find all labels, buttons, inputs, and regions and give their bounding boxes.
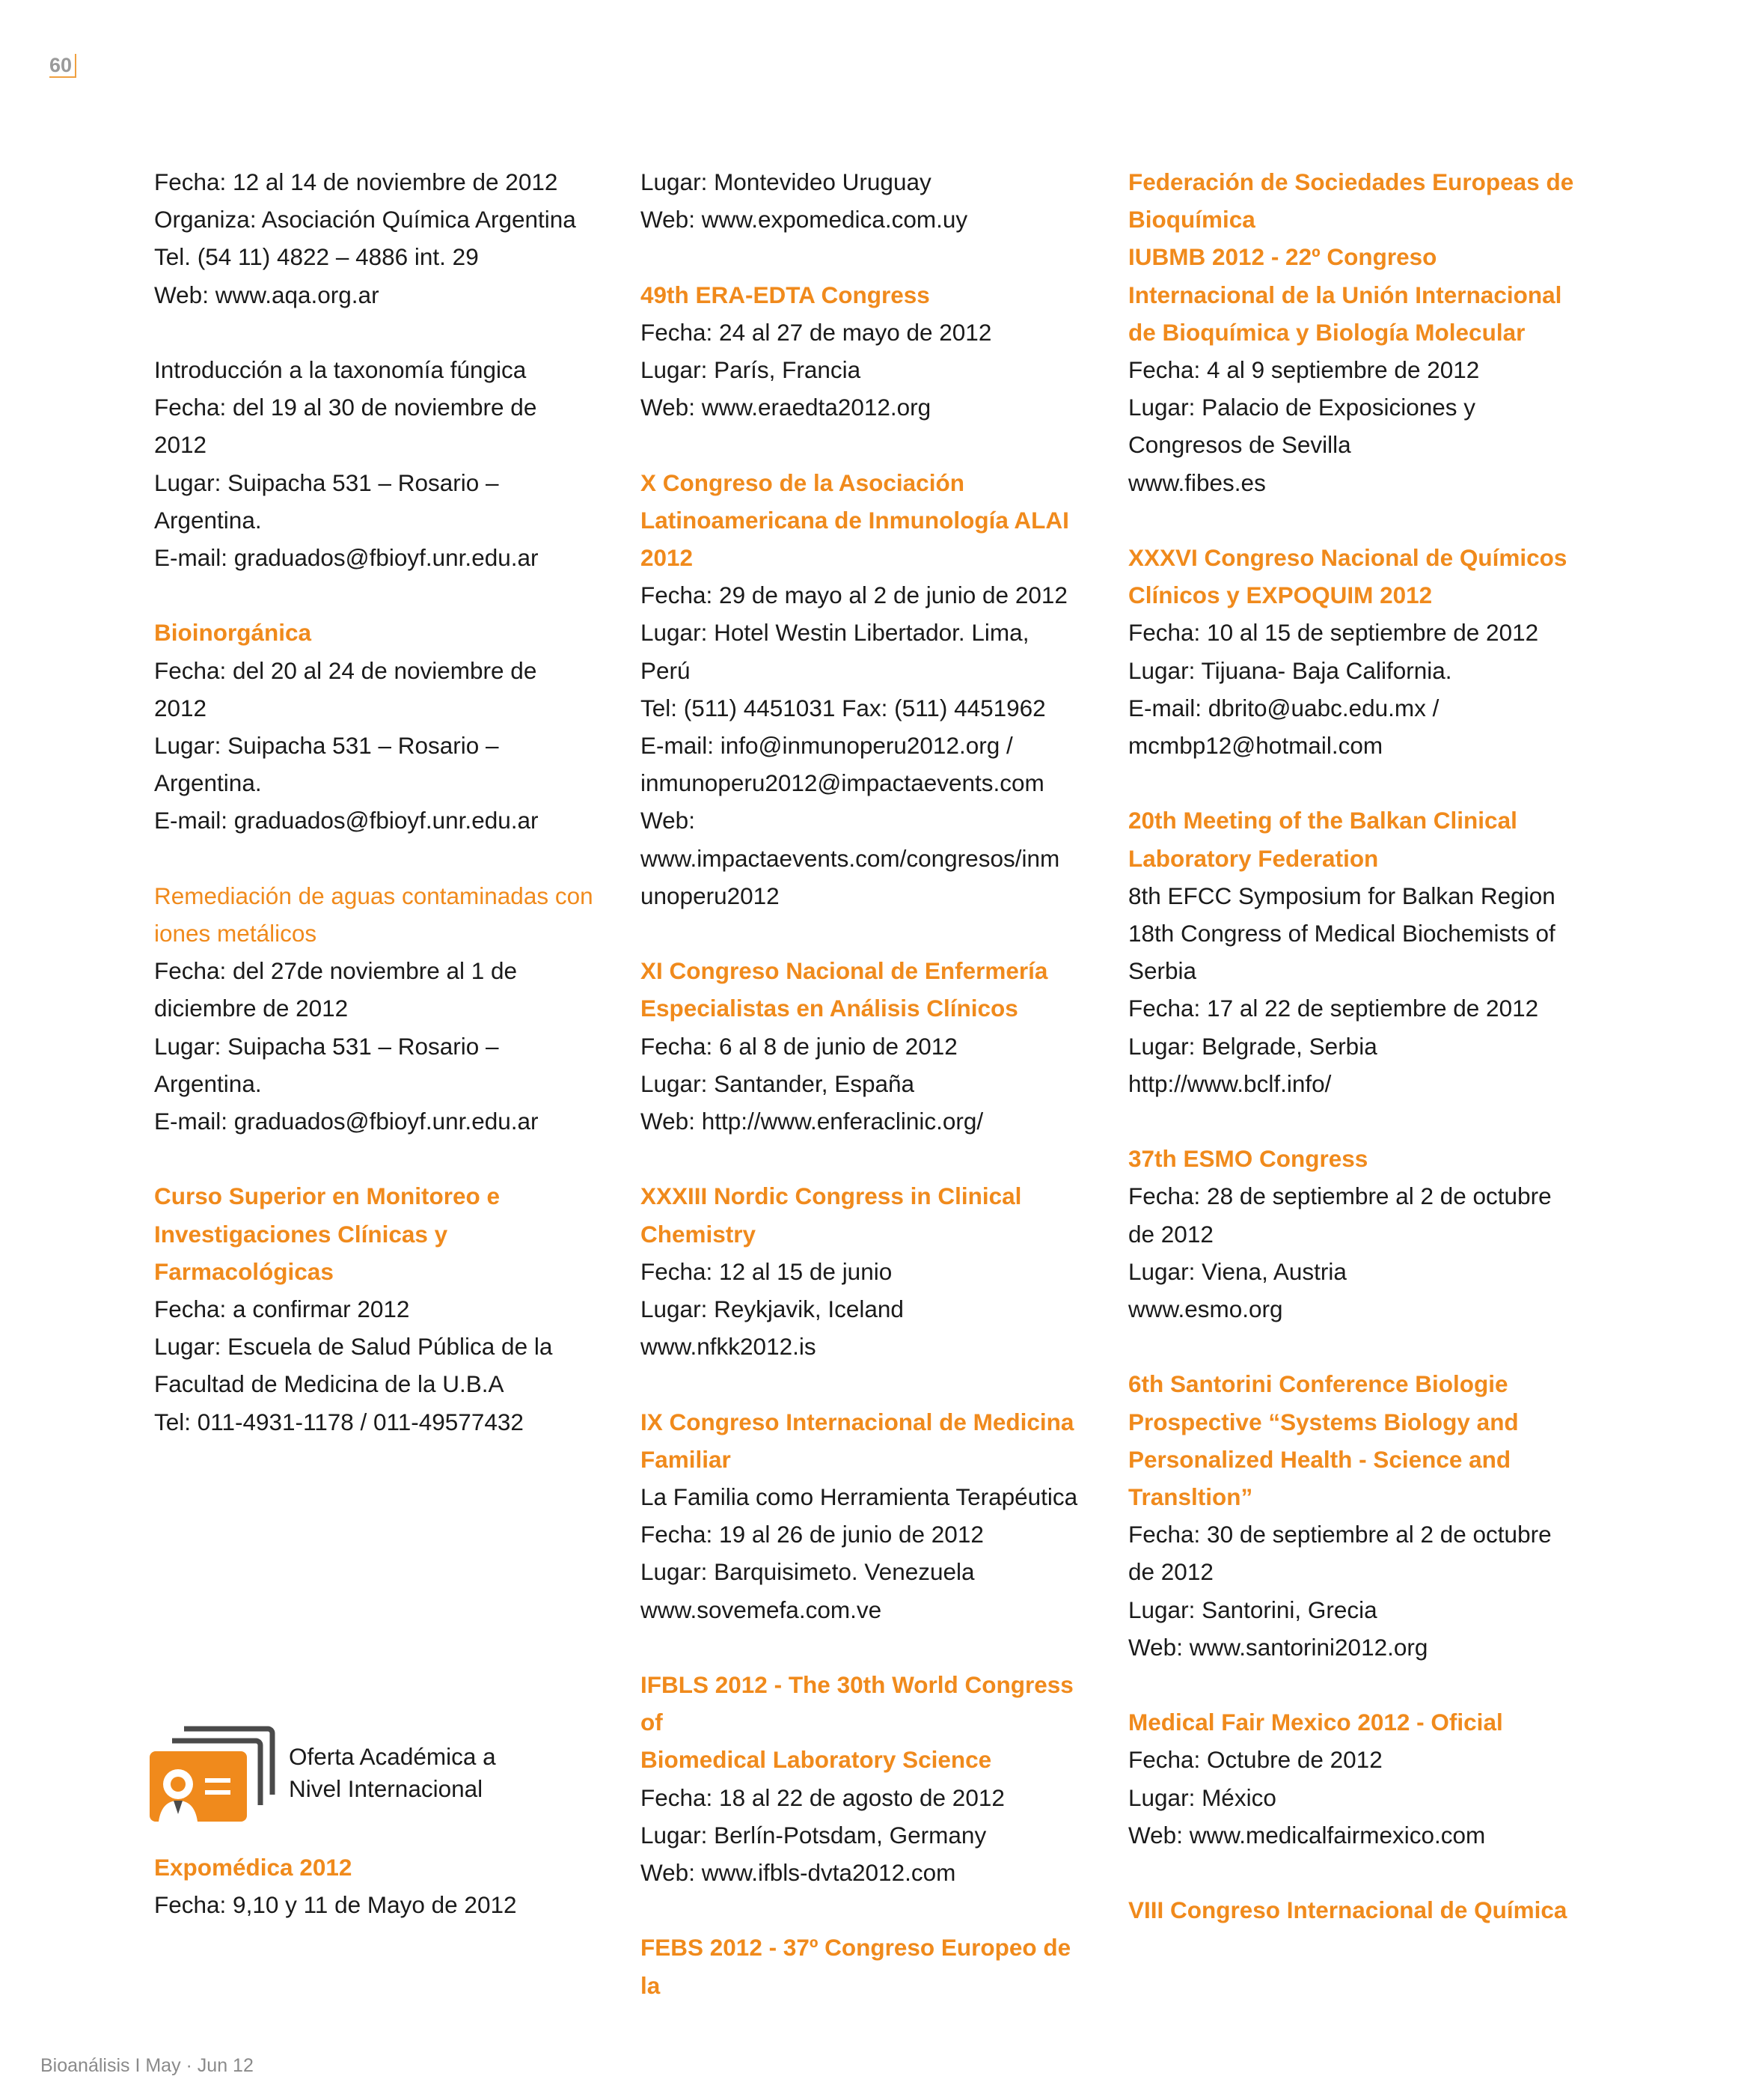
column-2 — [640, 163, 1089, 2004]
event-detail-line: Web: www.santorini2012.org — [1128, 1633, 1428, 1661]
event-title — [154, 1177, 603, 1290]
event-title — [640, 1403, 1089, 1478]
event-detail-line: Lugar: Berlín-Potsdam, Germany — [640, 1821, 987, 1849]
event-detail-line: Fecha: 18 al 22 de agosto de 2012 — [640, 1783, 1005, 1811]
event-title-line: Curso Superior en Monitoreo e — [154, 1182, 501, 1210]
event-detail-line: E-mail: graduados@fbioyf.unr.edu.ar — [154, 807, 539, 834]
event-detail-line: Fecha: 12 al 15 de junio — [640, 1257, 893, 1285]
event-detail-line: Fecha: del 27de noviembre al 1 de — [154, 957, 518, 985]
event-title-line: IX Congreso Internacional de Medicina — [640, 1408, 1074, 1435]
event-detail-line: Lugar: París, Francia — [640, 356, 861, 383]
column-1 — [154, 163, 603, 1441]
event-title — [640, 1929, 1089, 2003]
event-detail-line: 18th Congress of Medical Biochemists of — [1128, 920, 1555, 947]
event-title-line: Expomédica 2012 — [154, 1854, 352, 1881]
event-detail-line: Web: — [640, 807, 695, 834]
event-entry — [1128, 1140, 1592, 1328]
event-title — [1128, 1703, 1592, 1741]
event-detail-line: Tel: (511) 4451031 Fax: (511) 4451962 — [640, 694, 1046, 721]
event-title-line: 49th ERA-EDTA Congress — [640, 281, 930, 308]
event-title — [640, 1177, 1089, 1252]
event-detail-line: Lugar: Escuela de Salud Pública de la — [154, 1333, 553, 1361]
event-detail-line: Fecha: 12 al 14 de noviembre de 2012 — [154, 168, 558, 195]
event-title-line: FEBS 2012 - 37º Congreso Europeo de la — [640, 1934, 1071, 1999]
event-detail-line: Fecha: 9,10 y 11 de Mayo de 2012 — [154, 1891, 517, 1919]
event-title-line: Bioquímica — [1128, 206, 1255, 233]
event-title-line: X Congreso de la Asociación — [640, 468, 964, 496]
event-detail-line: www.impactaevents.com/congresos/inm — [640, 844, 1060, 872]
event-entry — [1128, 163, 1592, 501]
event-detail-line: La Familia como Herramienta Terapéutica — [640, 1483, 1078, 1511]
event-detail-line: Lugar: Santander, España — [640, 1069, 915, 1097]
event-detail-line: Fecha: 10 al 15 de septiembre de 2012 — [1128, 619, 1539, 647]
event-detail-line: Web: www.medicalfairmexico.com — [1128, 1821, 1486, 1849]
event-detail-line: Lugar: Montevideo Uruguay — [640, 168, 931, 195]
column-1-bottom — [154, 1849, 603, 1923]
event-title — [154, 614, 603, 651]
event-title — [1128, 163, 1592, 351]
label-line: Oferta Académica a — [289, 1743, 496, 1770]
event-title-line: Biomedical Laboratory Science — [640, 1746, 992, 1774]
event-detail-line: E-mail: graduados@fbioyf.unr.edu.ar — [154, 1108, 539, 1135]
page-number: 60 — [49, 54, 76, 78]
event-entry — [1128, 1703, 1592, 1854]
event-title-line: Investigaciones Clínicas y — [154, 1220, 448, 1248]
event-detail-line: Fecha: 29 de mayo al 2 de junio de 2012 — [640, 582, 1068, 609]
event-detail-line: Serbia — [1128, 957, 1197, 985]
event-title-line: XXXVI Congreso Nacional de Químicos — [1128, 544, 1567, 572]
event-title-line: VIII Congreso Internacional de Química — [1128, 1896, 1567, 1924]
event-detail-line: www.sovemefa.com.ve — [640, 1596, 882, 1623]
event-title-line: Prospective “Systems Biology and — [1128, 1408, 1519, 1435]
event-entry — [154, 614, 603, 839]
event-detail-line: unoperu2012 — [640, 882, 780, 909]
event-detail-line: Web: www.expomedica.com.uy — [640, 206, 968, 233]
event-entry — [1128, 1365, 1592, 1666]
event-entry — [640, 163, 1089, 238]
event-detail-line: Organiza: Asociación Química Argentina — [154, 206, 576, 233]
event-title — [1128, 1140, 1592, 1177]
event-detail-line: Fecha: 24 al 27 de mayo de 2012 — [640, 318, 992, 346]
event-detail-line: Lugar: Barquisimeto. Venezuela — [640, 1558, 975, 1586]
event-detail-line: Fecha: 6 al 8 de junio de 2012 — [640, 1032, 958, 1060]
academic-offer-feature — [148, 1721, 597, 1826]
event-detail-line: inmunoperu2012@impactaevents.com — [640, 769, 1044, 797]
event-detail-line: http://www.bclf.info/ — [1128, 1069, 1332, 1097]
event-detail-line: Fecha: del 20 al 24 de noviembre de — [154, 656, 537, 684]
event-title-line: Bioinorgánica — [154, 619, 312, 647]
event-detail-line: Fecha: 4 al 9 septiembre de 2012 — [1128, 356, 1480, 384]
event-detail-line: de 2012 — [1128, 1558, 1214, 1586]
event-title-line: 20th Meeting of the Balkan Clinical — [1128, 807, 1517, 834]
event-entry — [154, 1177, 603, 1440]
event-detail-line: Fecha: 28 de septiembre al 2 de octubre — [1128, 1182, 1552, 1210]
event-detail-line: Fecha: del 19 al 30 de noviembre de — [154, 394, 537, 421]
event-title-line: Clínicos y EXPOQUIM 2012 — [1128, 582, 1433, 609]
event-detail-line: Lugar: Hotel Westin Libertador. Lima, — [640, 619, 1029, 647]
event-detail-line: mcmbp12@hotmail.com — [1128, 732, 1383, 760]
event-entry — [154, 351, 603, 576]
event-entry — [1128, 1891, 1592, 1929]
event-title-line: Federación de Sociedades Europeas de — [1128, 168, 1574, 195]
event-title-line: IUBMB 2012 - 22º Congreso — [1128, 243, 1437, 271]
column-3 — [1128, 163, 1592, 1929]
event-title-line: Remediación de aguas contaminadas con — [154, 882, 593, 909]
event-title — [1128, 539, 1592, 614]
event-detail-line: Fecha: 30 de septiembre al 2 de octubre — [1128, 1521, 1552, 1548]
event-detail-line: Lugar: Viena, Austria — [1128, 1257, 1347, 1285]
event-detail-line: Argentina. — [154, 506, 262, 534]
event-detail-line: Fecha: 19 al 26 de junio de 2012 — [640, 1521, 984, 1548]
label-line: Nivel Internacional — [289, 1775, 483, 1802]
event-detail-line: E-mail: dbrito@uabc.edu.mx / — [1128, 694, 1440, 721]
event-detail-line: Perú — [640, 656, 691, 684]
event-title-line: XXXIII Nordic Congress in Clinical — [640, 1182, 1022, 1210]
footer-issue: Bioanálisis I May · Jun 12 — [40, 2055, 254, 2076]
event-title — [1128, 1365, 1592, 1516]
event-entry — [640, 1929, 1089, 2003]
event-title — [154, 877, 603, 952]
event-detail-line: Argentina. — [154, 769, 262, 797]
event-detail-line: Web: www.ifbls-dvta2012.com — [640, 1859, 956, 1887]
event-title-line: de Bioquímica y Biología Molecular — [1128, 318, 1526, 346]
event-detail-line: Argentina. — [154, 1069, 262, 1097]
event-entry — [154, 877, 603, 1140]
event-detail-line: Lugar: México — [1128, 1783, 1276, 1811]
event-entry — [640, 952, 1089, 1140]
event-detail-line: Tel. (54 11) 4822 – 4886 int. 29 — [154, 243, 479, 271]
event-detail-line: Web: www.eraedta2012.org — [640, 394, 931, 421]
event-detail-line: Facultad de Medicina de la U.B.A — [154, 1370, 504, 1398]
event-detail-line: E-mail: graduados@fbioyf.unr.edu.ar — [154, 544, 539, 572]
event-title-line: Especialistas en Análisis Clínicos — [640, 995, 1018, 1022]
event-detail-line: Congresos de Sevilla — [1128, 431, 1351, 459]
event-detail-line: Lugar: Suipacha 531 – Rosario – — [154, 732, 499, 760]
event-title-line: Farmacológicas — [154, 1257, 334, 1285]
event-detail-line: diciembre de 2012 — [154, 995, 349, 1022]
event-entry — [640, 1666, 1089, 1891]
event-detail-line: Lugar: Suipacha 531 – Rosario – — [154, 1032, 499, 1060]
event-title-line: Personalized Health - Science and — [1128, 1445, 1511, 1473]
certificate-icon — [148, 1721, 275, 1826]
event-detail-line: Web: www.aqa.org.ar — [154, 281, 379, 308]
event-title — [1128, 802, 1592, 876]
event-title-line: Familiar — [640, 1445, 731, 1473]
event-title-line: 6th Santorini Conference Biologie — [1128, 1370, 1508, 1398]
event-title — [1128, 1891, 1592, 1929]
event-detail-line: Lugar: Suipacha 531 – Rosario – — [154, 468, 499, 496]
event-entry — [154, 163, 603, 314]
event-detail-line: Fecha: Octubre de 2012 — [1128, 1746, 1383, 1774]
event-entry — [640, 276, 1089, 427]
event-detail-line: Lugar: Santorini, Grecia — [1128, 1596, 1377, 1623]
event-title — [640, 276, 1089, 314]
event-detail-line: Introducción a la taxonomía fúngica — [154, 356, 527, 383]
event-entry — [1128, 802, 1592, 1102]
event-detail-line: Web: http://www.enferaclinic.org/ — [640, 1108, 984, 1135]
event-detail-line: Lugar: Reykjavik, Iceland — [640, 1295, 904, 1323]
event-detail-line: E-mail: info@inmunoperu2012.org / — [640, 732, 1013, 760]
event-detail-line: 2012 — [154, 431, 207, 459]
event-detail-line: de 2012 — [1128, 1220, 1214, 1248]
event-entry — [640, 1403, 1089, 1629]
event-title — [640, 952, 1089, 1027]
event-entry — [640, 464, 1089, 915]
event-entry — [1128, 539, 1592, 764]
event-title — [640, 464, 1089, 577]
event-title-line: Latinoamericana de Inmunología ALAI — [640, 506, 1069, 534]
event-detail-line: 8th EFCC Symposium for Balkan Region — [1128, 882, 1555, 909]
event-detail-line: 2012 — [154, 694, 207, 721]
event-detail-line: www.nfkk2012.is — [640, 1333, 816, 1361]
event-detail-line: Lugar: Tijuana- Baja California. — [1128, 656, 1452, 684]
event-title-line: XI Congreso Nacional de Enfermería — [640, 957, 1048, 985]
event-title-line: 2012 — [640, 544, 694, 571]
event-title-line: 37th ESMO Congress — [1128, 1145, 1368, 1173]
event-title-line: iones metálicos — [154, 920, 317, 947]
event-title-line: Internacional de la Unión Internacional — [1128, 281, 1562, 308]
event-title-line: IFBLS 2012 - The 30th World Congress of — [640, 1671, 1074, 1736]
event-detail-line: Fecha: a confirmar 2012 — [154, 1295, 410, 1323]
event-title-line: Chemistry — [640, 1220, 756, 1248]
event-detail-line: www.esmo.org — [1128, 1295, 1283, 1323]
event-detail-line: Lugar: Palacio de Exposiciones y — [1128, 394, 1476, 421]
event-title — [154, 1849, 603, 1886]
event-title-line: Medical Fair Mexico 2012 - Oficial — [1128, 1709, 1503, 1736]
event-detail-line: Lugar: Belgrade, Serbia — [1128, 1032, 1377, 1060]
event-detail-line: www.fibes.es — [1128, 468, 1266, 496]
event-detail-line: Fecha: 17 al 22 de septiembre de 2012 — [1128, 995, 1539, 1022]
event-title-line: Laboratory Federation — [1128, 844, 1379, 872]
event-entry — [640, 1177, 1089, 1365]
event-entry — [154, 1849, 603, 1923]
event-title — [640, 1666, 1089, 1779]
event-title-line: Transltion” — [1128, 1483, 1253, 1511]
event-detail-line: Tel: 011-4931-1178 / 011-49577432 — [154, 1408, 524, 1435]
academic-offer-label — [289, 1741, 496, 1805]
